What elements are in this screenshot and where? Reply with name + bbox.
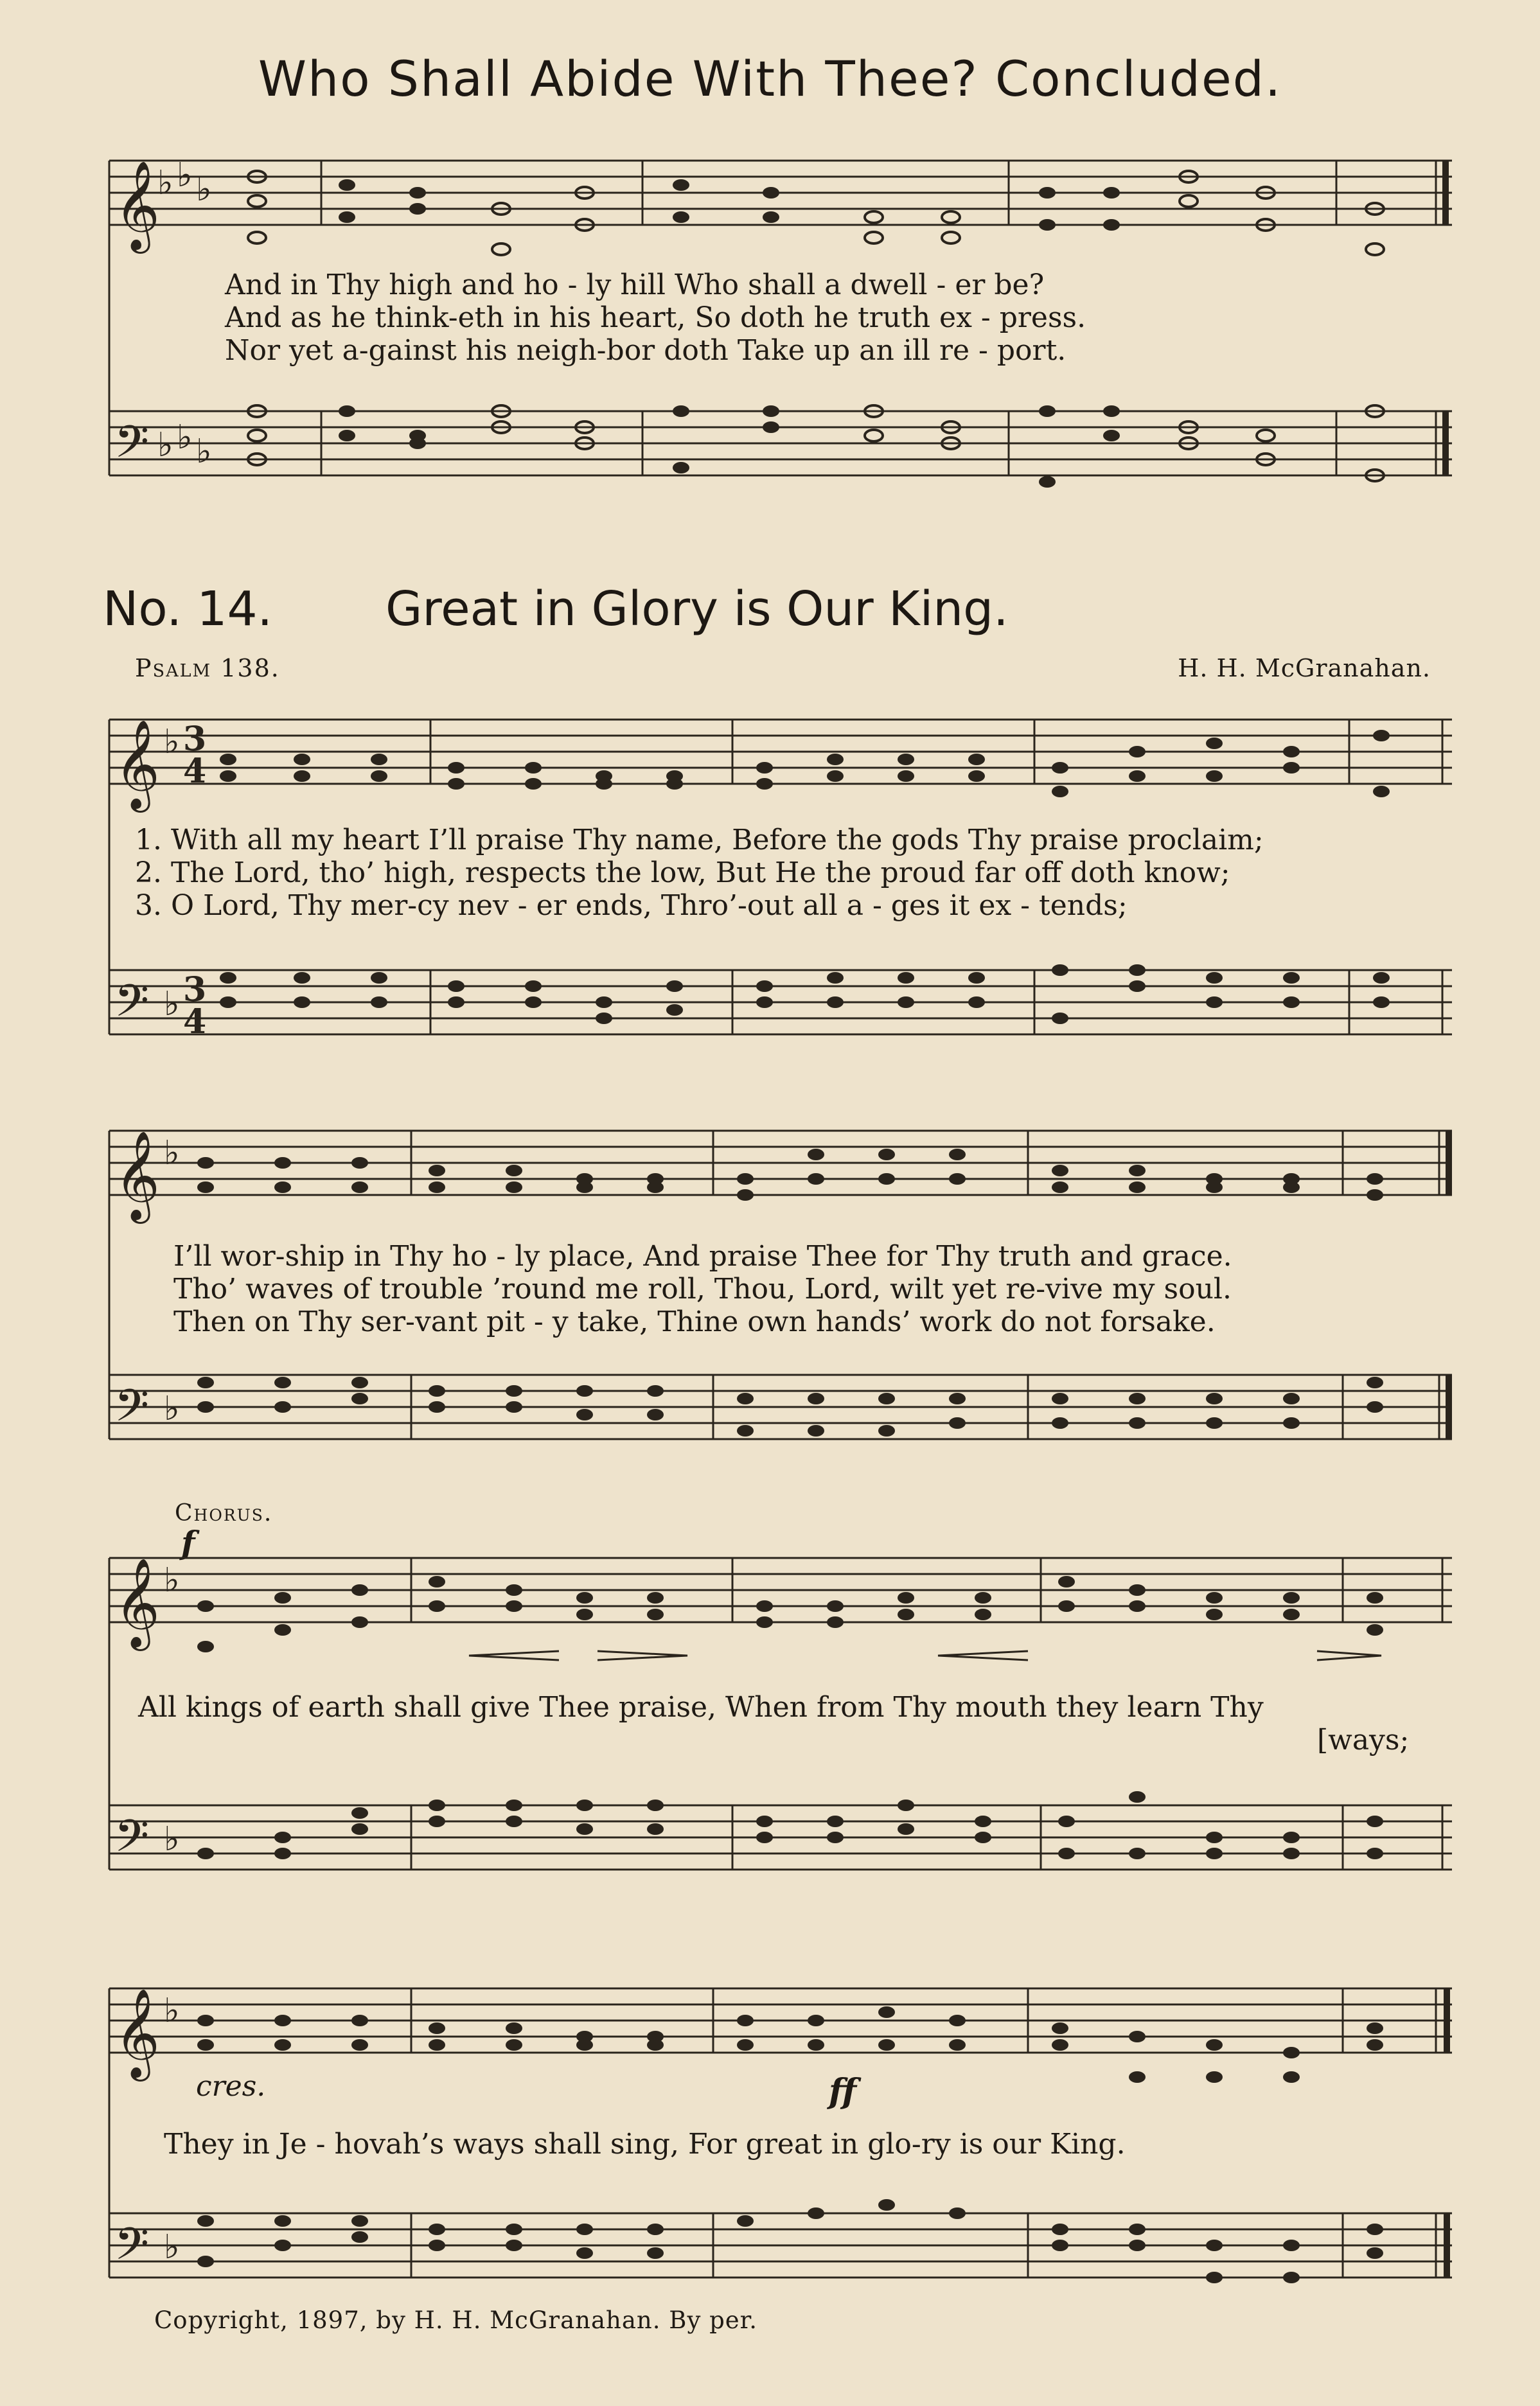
lyric-line: 1. With all my heart I’ll praise Thy name, Before the gods Thy praise proclaim; xyxy=(135,824,1264,856)
svg-text:𝄞: 𝄞 xyxy=(114,1558,160,1647)
svg-text:♭: ♭ xyxy=(164,1820,180,1859)
svg-text:♭: ♭ xyxy=(177,418,193,457)
chorus-lyrics-1 xyxy=(138,1691,1468,1756)
svg-text:♭: ♭ xyxy=(157,426,173,464)
svg-text:𝄢: 𝄢 xyxy=(114,1810,150,1873)
svg-text:♭: ♭ xyxy=(164,1561,180,1600)
svg-text:𝄞: 𝄞 xyxy=(114,720,160,809)
svg-text:3: 3 xyxy=(183,720,207,759)
chorus-label: Chorus. xyxy=(175,1500,273,1526)
svg-text:♭: ♭ xyxy=(164,1992,180,2030)
lyric-line: I’ll wor-ship in Thy ho - ly place, And praise Thee for Thy truth and grace. xyxy=(173,1240,1232,1273)
lyric-line: Nor yet a-gainst his neigh-bor doth Take up an ill re - port. xyxy=(225,334,1066,367)
svg-text:♭: ♭ xyxy=(177,156,193,195)
lyric-line: And as he think-eth in his heart, So doth he truth ex - press. xyxy=(225,301,1086,334)
copyright-notice: Copyright, 1897, by H. H. McGranahan. By per. xyxy=(154,2306,758,2334)
scripture-reference: Psalm 138. xyxy=(135,654,280,682)
svg-text:𝄢: 𝄢 xyxy=(114,416,150,479)
lyric-line: 3. O Lord, Thy mer-cy nev - er ends, Thro’-out all a - ges it ex - tends; xyxy=(135,889,1128,922)
dynamic-fortissimo: ff xyxy=(829,2072,857,2111)
song-heading xyxy=(103,581,1452,637)
lyric-line: Tho’ waves of trouble ’round me roll, Thou, Lord, wilt yet re-vive my soul. xyxy=(173,1273,1232,1305)
verse-lyrics-part2 xyxy=(173,1240,1503,1338)
svg-text:𝄢: 𝄢 xyxy=(114,2218,150,2281)
svg-text:𝄞: 𝄞 xyxy=(114,1131,160,1220)
svg-text:♭: ♭ xyxy=(164,1390,180,1428)
lyric-line: And in Thy high and ho - ly hill Who shall a dwell - er be? xyxy=(225,269,1045,301)
lyric-line: All kings of earth shall give Thee praise, When from Thy mouth they learn Thy xyxy=(138,1691,1264,1724)
svg-text:4: 4 xyxy=(183,752,207,791)
svg-text:♭: ♭ xyxy=(164,723,180,761)
svg-text:♭: ♭ xyxy=(164,985,180,1023)
dynamic-crescendo: cres. xyxy=(196,2070,266,2103)
previous-song-lyrics xyxy=(225,269,1540,367)
composer-credit: H. H. McGranahan. xyxy=(1178,654,1431,682)
chorus-lyrics-2 xyxy=(164,2128,1494,2161)
lyric-line: They in Je - hovah’s ways shall sing, For great in glo-ry is our King. xyxy=(164,2128,1126,2161)
svg-text:𝄞: 𝄞 xyxy=(114,161,160,250)
svg-text:♭: ♭ xyxy=(196,170,212,209)
svg-text:𝄢: 𝄢 xyxy=(114,975,150,1038)
lyric-line: Then on Thy ser-vant pit - y take, Thine own hands’ work do not forsake. xyxy=(173,1305,1216,1338)
svg-text:𝄞: 𝄞 xyxy=(114,1988,160,2078)
verse-lyrics-part1 xyxy=(135,824,1465,922)
svg-text:𝄢: 𝄢 xyxy=(114,1379,150,1442)
svg-text:3: 3 xyxy=(183,970,207,1009)
previous-song-title: Who Shall Abide With Thee? Concluded. xyxy=(258,50,1282,107)
svg-text:♭: ♭ xyxy=(164,1134,180,1172)
lyric-line: 2. The Lord, tho’ high, respects the low, But He the proud far off doth know; xyxy=(135,856,1230,889)
svg-text:♭: ♭ xyxy=(164,2228,180,2267)
song-number: No. 14. xyxy=(103,581,273,637)
svg-text:♭: ♭ xyxy=(196,432,212,471)
song-title: Great in Glory is Our King. xyxy=(385,581,1009,637)
lyric-line: [ways; xyxy=(1317,1724,1410,1756)
svg-text:4: 4 xyxy=(183,1002,207,1041)
svg-text:♭: ♭ xyxy=(157,164,173,202)
dynamic-forte: f xyxy=(181,1524,195,1562)
